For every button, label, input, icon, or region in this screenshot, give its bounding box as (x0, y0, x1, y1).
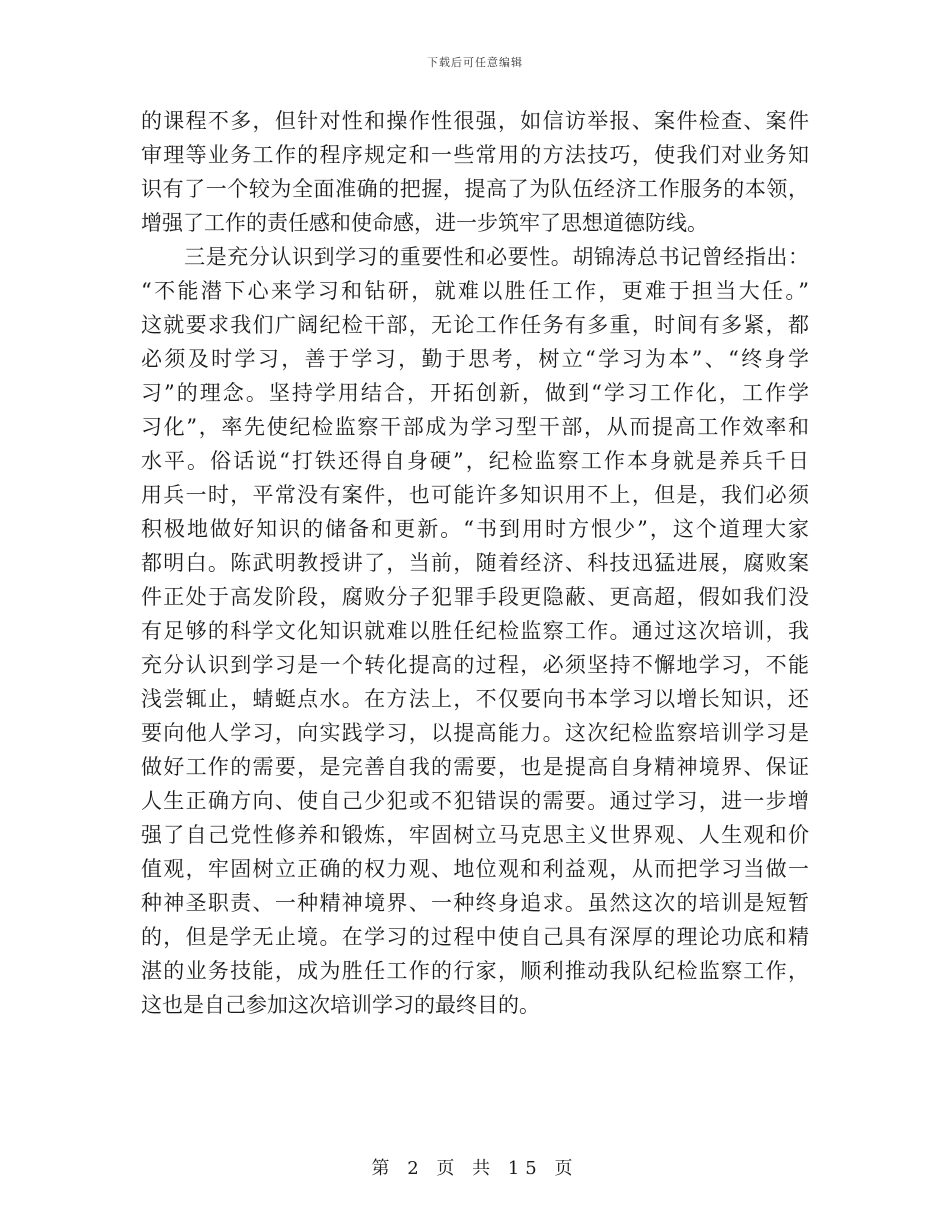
text-line: 习”的理念。坚持学用结合，开拓创新，做到“学习工作化，工作学 (141, 381, 809, 405)
text-line: 审理等业务工作的程序规定和一些常用的方法技巧，使我们对业务知 (141, 143, 809, 167)
text-line: “不能潜下心来学习和钻研，就难以胜任工作，更难于担当大任。” (141, 279, 809, 303)
text-line: 人生正确方向、使自己少犯或不犯错误的需要。通过学习，进一步增 (141, 789, 809, 813)
text-line: 要向他人学习，向实践学习，以提高能力。这次纪检监察培训学习是 (141, 721, 809, 745)
text-line: 增强了工作的责任感和使命感，进一步筑牢了思想道德防线。 (141, 211, 708, 235)
text-line: 浅尝辄止，蜻蜓点水。在方法上，不仅要向书本学习以增长知识，还 (141, 687, 809, 711)
text-line: 三是充分认识到学习的重要性和必要性。胡锦涛总书记曾经指出： (141, 245, 809, 269)
document-body (141, 104, 809, 1022)
text-line: 有足够的科学文化知识就难以胜任纪检监察工作。通过这次培训，我 (141, 619, 809, 643)
text-line: 用兵一时，平常没有案件，也可能许多知识用不上，但是，我们必须 (141, 483, 809, 507)
text-line: 强了自己党性修养和锻炼，牢固树立马克思主义世界观、人生观和价 (141, 823, 809, 847)
text-line: 必须及时学习，善于学习，勤于思考，树立“学习为本”、“终身学 (141, 347, 809, 371)
text-line: 值观，牢固树立正确的权力观、地位观和利益观，从而把学习当做一 (141, 857, 809, 881)
text-line: 识有了一个较为全面准确的把握，提高了为队伍经济工作服务的本领， (141, 177, 809, 201)
text-line: 都明白。陈武明教授讲了，当前，随着经济、科技迅猛进展，腐败案 (141, 551, 809, 575)
text-line: 积极地做好知识的储备和更新。“书到用时方恨少”，这个道理大家 (141, 517, 809, 541)
text-line: 湛的业务技能，成为胜任工作的行家，顺利推动我队纪检监察工作， (141, 959, 809, 983)
text-line: 这也是自己参加这次培训学习的最终目的。 (141, 993, 540, 1017)
text-line: 做好工作的需要，是完善自我的需要，也是提高自身精神境界、保证 (141, 755, 809, 779)
text-line: 充分认识到学习是一个转化提高的过程，必须坚持不懈地学习，不能 (141, 653, 809, 677)
text-line: 这就要求我们广阔纪检干部，无论工作任务有多重，时间有多紧，都 (141, 313, 809, 337)
text-line: 的，但是学无止境。在学习的过程中使自己具有深厚的理论功底和精 (141, 925, 809, 949)
page-number-footer: 第 2 页 共 15 页 (371, 1158, 579, 1179)
page-header: 下载后可任意编辑 (427, 56, 523, 69)
text-line: 的课程不多，但针对性和操作性很强，如信访举报、案件检查、案件 (141, 109, 809, 133)
text-line: 件正处于高发阶段，腐败分子犯罪手段更隐蔽、更高超，假如我们没 (141, 585, 809, 609)
text-line: 种神圣职责、一种精神境界、一种终身追求。虽然这次的培训是短暂 (141, 891, 809, 915)
text-line: 习化”，率先使纪检监察干部成为学习型干部，从而提高工作效率和 (141, 415, 809, 439)
text-line: 水平。俗话说“打铁还得自身硬”，纪检监察工作本身就是养兵千日 (141, 449, 809, 473)
